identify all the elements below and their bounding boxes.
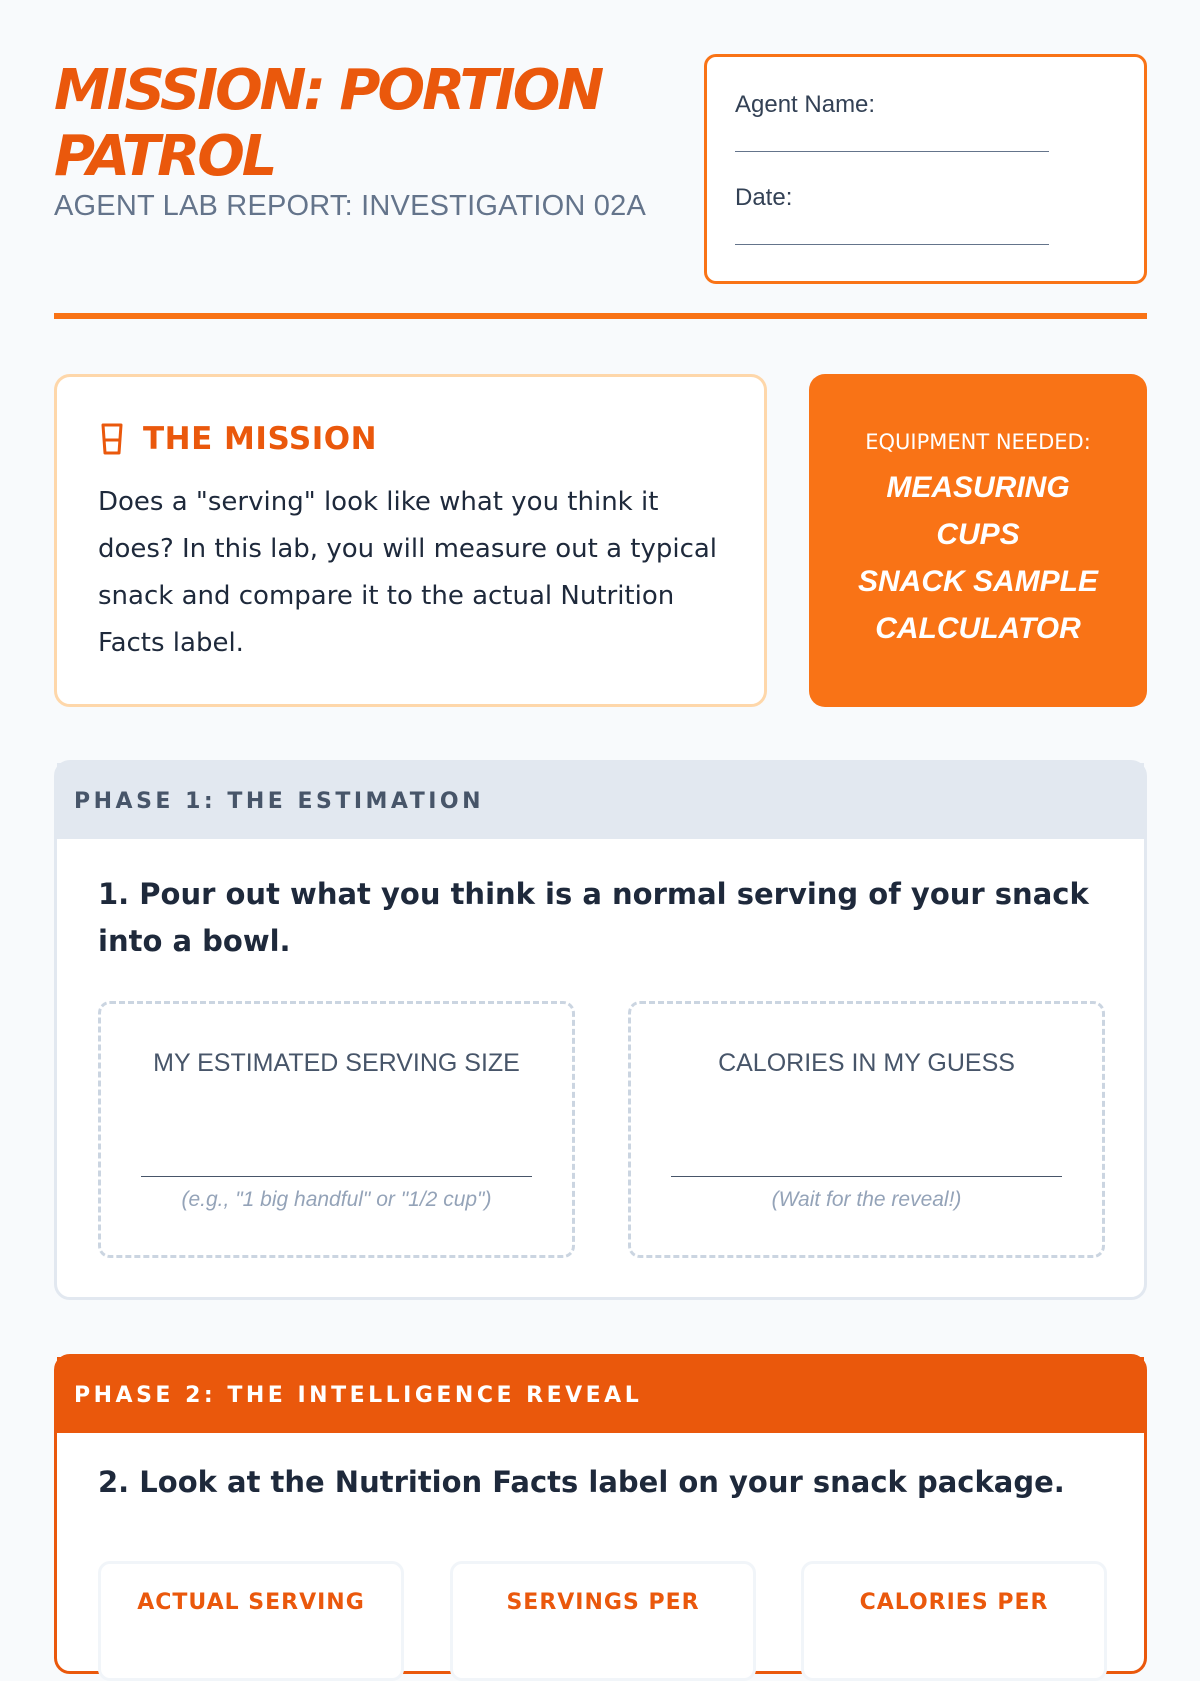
estimated-serving-field[interactable] xyxy=(141,1176,532,1177)
actual-serving-card xyxy=(98,1561,404,1681)
agent-name-field[interactable] xyxy=(735,151,1049,152)
date-label: Date: xyxy=(735,184,793,211)
header-divider xyxy=(54,313,1147,319)
phase-2-question: 2. Look at the Nutrition Facts label on your snack package. xyxy=(98,1465,1065,1499)
estimated-serving-box xyxy=(98,1001,575,1258)
calories-per-card xyxy=(801,1561,1107,1681)
mission-box xyxy=(54,374,767,707)
equipment-item-measuring-cups: MEASURING CUPS xyxy=(886,471,1070,551)
servings-per-label: SERVINGS PER xyxy=(506,1590,700,1615)
estimated-serving-hint: (e.g., "1 big handful" or "1/2 cup") xyxy=(181,1188,492,1211)
phase-1-question: 1. Pour out what you think is a normal serving of your snack into a bowl. xyxy=(98,877,1089,958)
equipment-list xyxy=(809,464,1147,652)
actual-serving-label: ACTUAL SERVING xyxy=(137,1590,365,1615)
servings-per-card xyxy=(450,1561,756,1681)
equipment-label: EQUIPMENT NEEDED: xyxy=(865,430,1091,454)
estimated-serving-label: MY ESTIMATED SERVING SIZE xyxy=(153,1049,520,1077)
mission-description: Does a "serving" look like what you think it does? In this lab, you will measure out a typical snack and compare it to the actual Nutrition Facts label. xyxy=(98,487,718,658)
mission-heading xyxy=(101,421,377,457)
date-field[interactable] xyxy=(735,244,1049,245)
guess-calories-box xyxy=(628,1001,1105,1258)
report-header xyxy=(54,52,1147,322)
equipment-item-calculator: CALCULATOR xyxy=(875,612,1081,645)
phase-1-panel xyxy=(54,760,1147,1300)
guess-calories-label: CALORIES IN MY GUESS xyxy=(718,1049,1015,1077)
equipment-box xyxy=(809,374,1147,707)
glass-icon xyxy=(101,423,123,455)
calories-per-label: CALORIES PER xyxy=(859,1590,1049,1615)
page-subtitle: AGENT LAB REPORT: INVESTIGATION 02A xyxy=(54,190,646,222)
guess-calories-field[interactable] xyxy=(671,1176,1062,1177)
phase-2-title: PHASE 2: THE INTELLIGENCE REVEAL xyxy=(57,1357,1144,1433)
equipment-item-snack-sample: SNACK SAMPLE xyxy=(857,565,1098,598)
agent-name-label: Agent Name: xyxy=(735,91,876,118)
phase-1-title: PHASE 1: THE ESTIMATION xyxy=(57,763,1144,839)
agent-info-box xyxy=(704,54,1147,284)
phase-2-panel xyxy=(54,1354,1147,1674)
mission-title: THE MISSION xyxy=(143,421,378,457)
guess-calories-hint: (Wait for the reveal!) xyxy=(771,1188,962,1211)
page-title: MISSION: PORTION PATROL xyxy=(54,58,602,189)
